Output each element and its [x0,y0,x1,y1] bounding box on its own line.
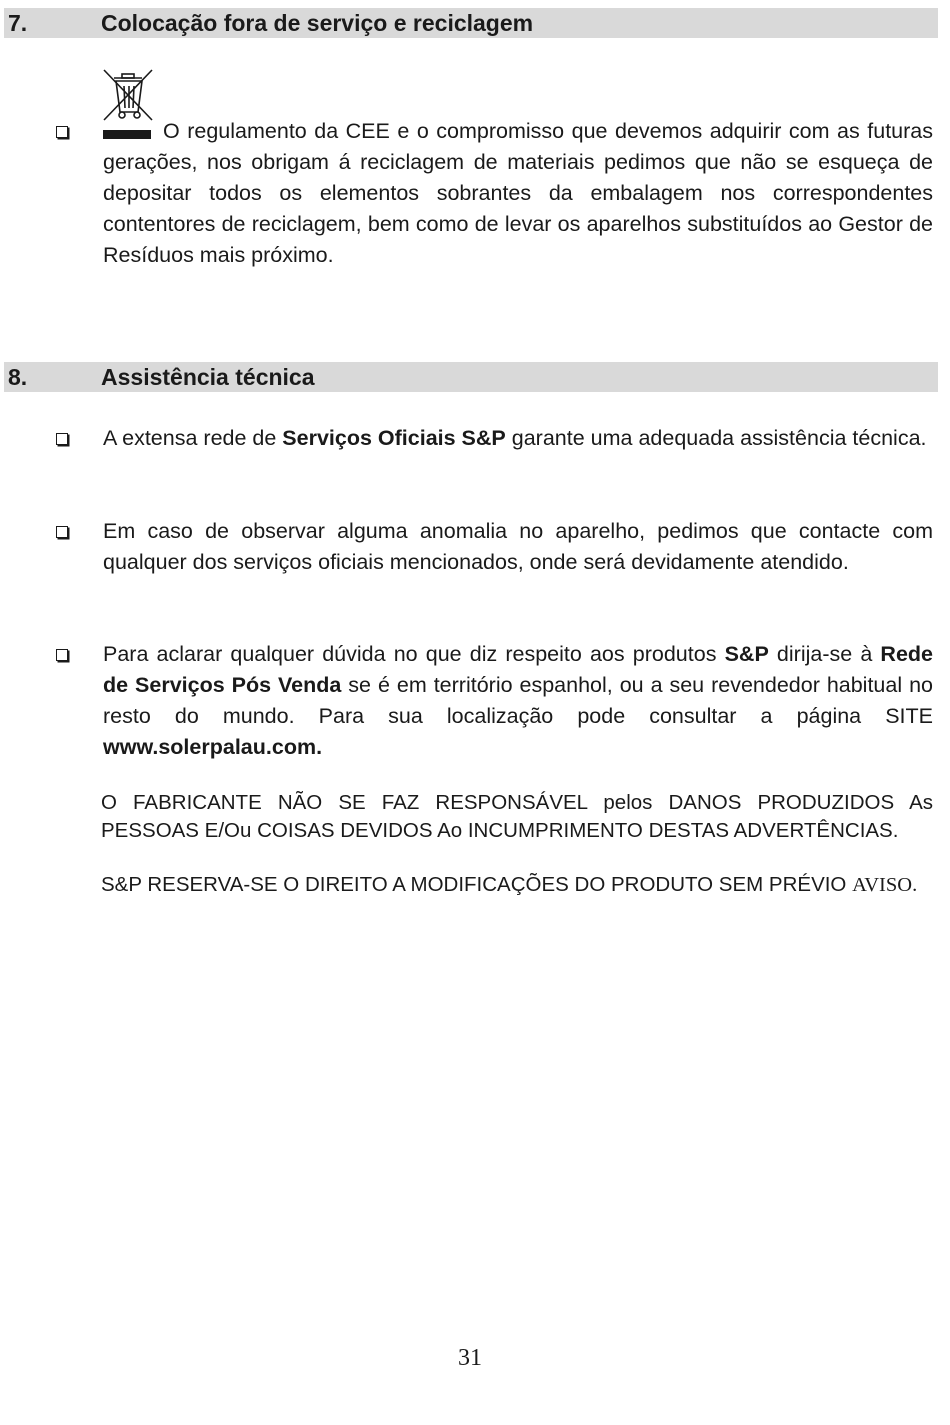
contact-paragraph [103,639,933,763]
website-link[interactable]: www.solerpalau.com. [103,735,323,759]
modification-notice [101,871,933,900]
checkbox-bullet-icon [56,433,68,445]
anomaly-paragraph: Em caso de observar alguma anomalia no aparelho, pedimos que contacte com qualquer dos serviços oficiais mencionados, onde será devidamente atendido. [103,519,933,574]
section-7-header [4,8,938,38]
text-segment: A extensa rede de [103,426,283,450]
official-services-text: Serviços Oficiais S&P [282,426,506,450]
checkbox-bullet-icon [56,126,68,138]
section-7-title: Colocação fora de serviço e reciclagem [101,10,534,36]
text-segment: AVISO. [852,874,918,896]
checkbox-bullet-icon [56,526,68,538]
page-number: 31 [458,1345,482,1371]
text-segment: dirija-se à [768,642,881,666]
checkbox-bullet-icon [56,649,68,661]
after-sales-network-text: Rede de Serviços Pós Venda [103,642,933,697]
section-7-number: 7. [8,10,28,36]
service-network-paragraph [103,423,933,454]
recycling-paragraph: O regulamento da CEE e o compromisso que devemos adquirir com as futuras gerações, nos obrigam á reciclagem de materiais pedimos que não se esqueça de depositar todos os elementos sobrantes da embalagem nos correspondentes contentores de reciclagem, bem como de levar os aparelhos substituídos ao Gestor de Resíduos mais próximo. [103,119,933,267]
section-8-number: 8. [8,364,28,390]
brand-text: S&P [724,642,769,666]
text-segment: se é em território espanhol, ou a seu revendedor habitual no resto do mundo. Para sua localização pode consultar a página SITE [103,673,933,728]
section-8-title: Assistência técnica [101,364,315,390]
section-8-header [4,362,938,392]
manufacturer-disclaimer: O FABRICANTE NÃO SE FAZ RESPONSÁVEL pelos DANOS PRODUZIDOS As PESSOAS E/Ou COISAS DEVIDOS Ao INCUMPRIMENTO DESTAS ADVERTÊNCIAS. [101,791,933,842]
text-segment: Para aclarar qualquer dúvida no que diz respeito aos produtos [103,642,725,666]
text-segment: S&P RESERVA-SE O DIREITO A MODIFICAÇÕES DO PRODUTO SEM PRÉVIO [101,873,853,896]
text-segment: garante uma adequada assistência técnica. [505,426,927,450]
